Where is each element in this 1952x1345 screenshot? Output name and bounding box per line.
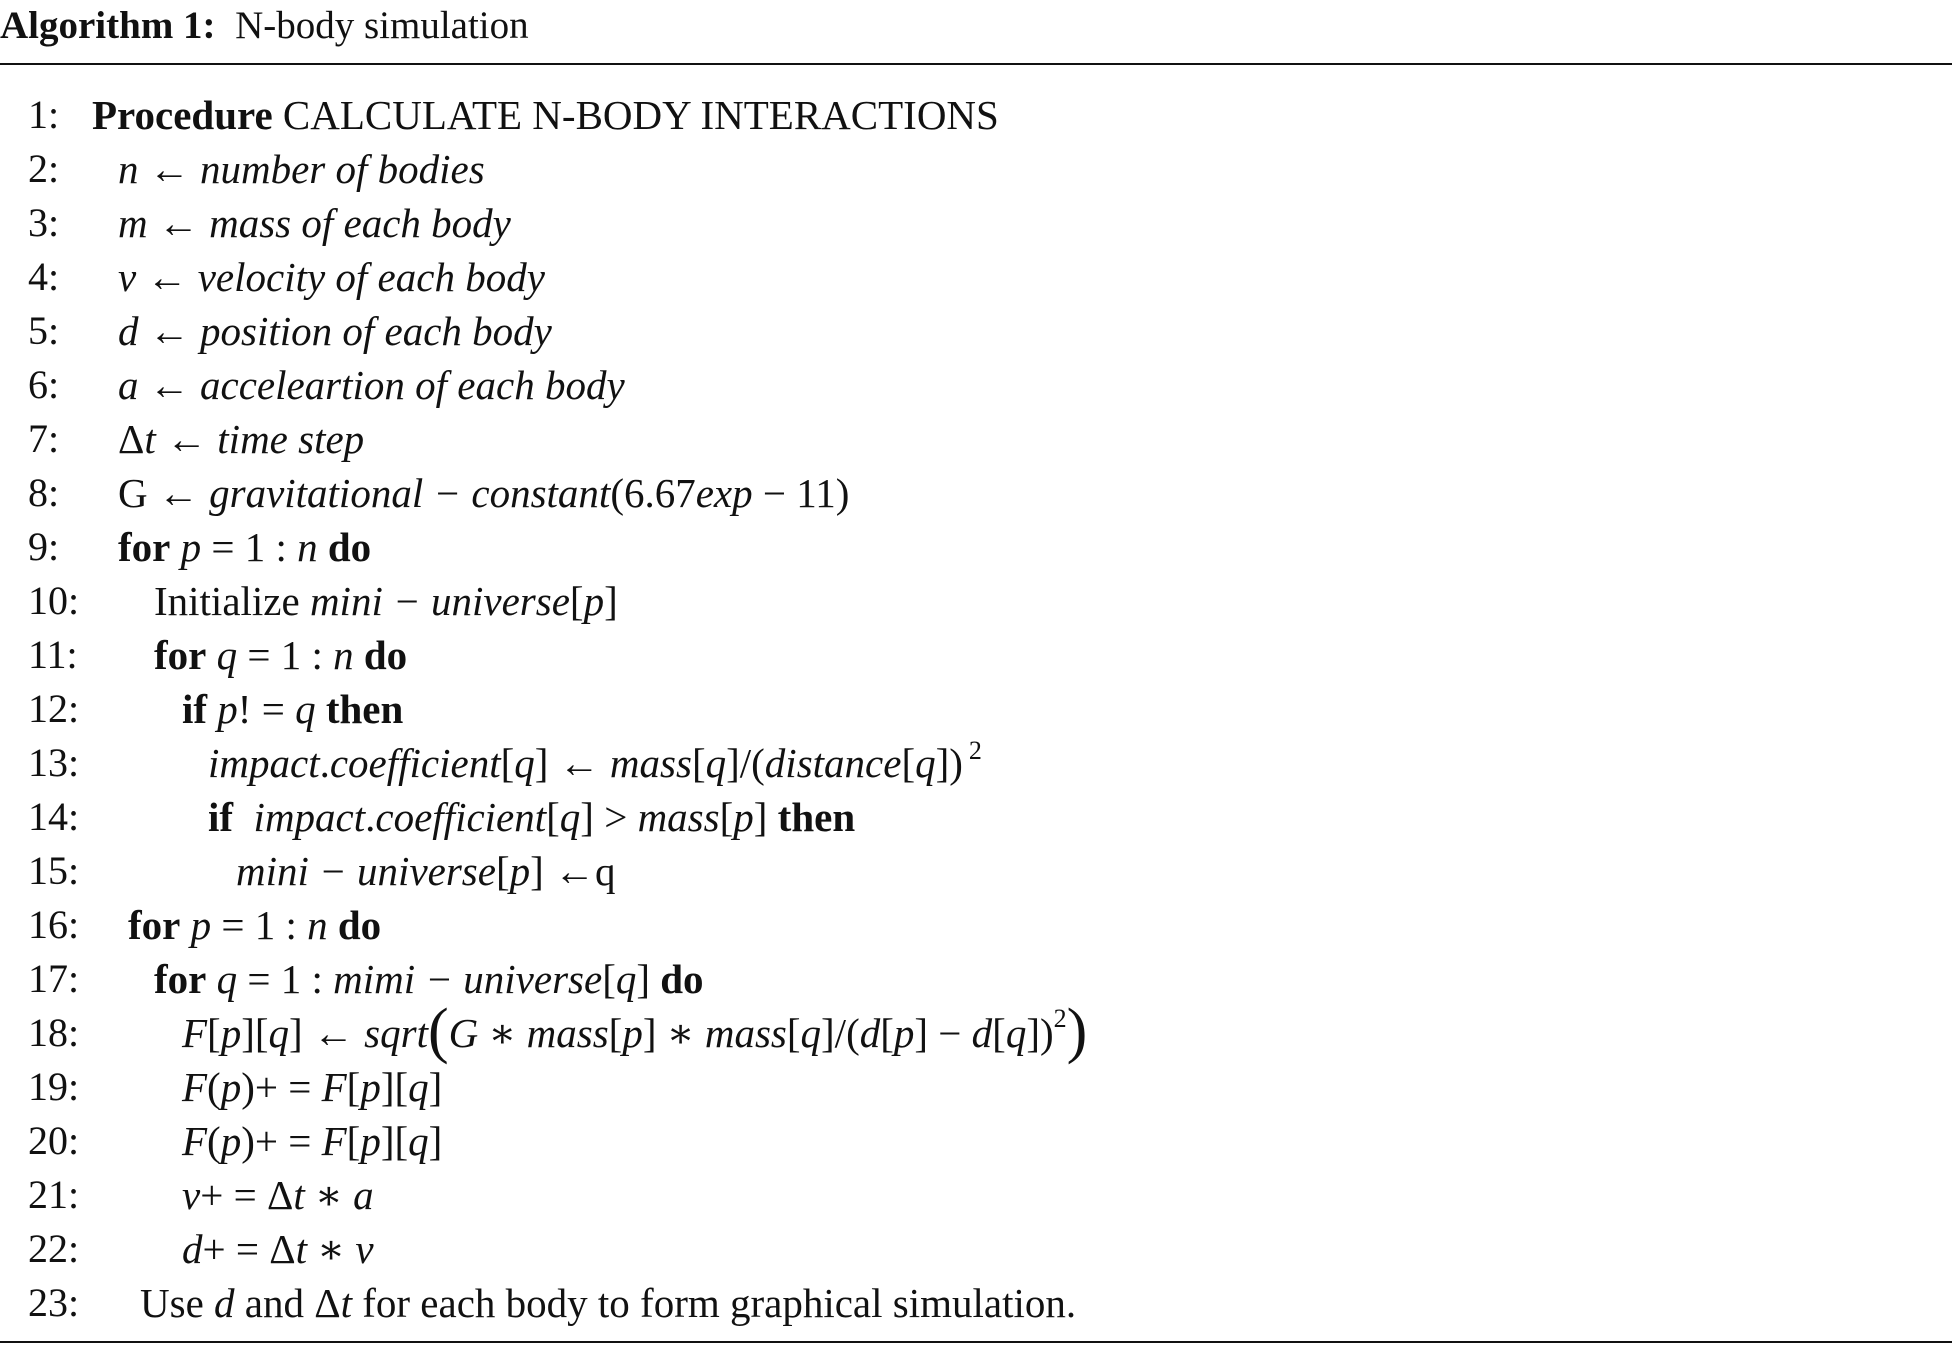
expr: − 11)	[752, 470, 850, 516]
expr: F	[321, 1064, 347, 1110]
expr: ])	[1026, 1010, 1054, 1056]
expr: [	[901, 740, 916, 786]
cond: p	[217, 686, 238, 732]
expr: gravitational − constant	[209, 470, 611, 516]
keyword-if: if	[208, 794, 234, 840]
expr: q	[514, 740, 535, 786]
line-number: 8:	[28, 470, 60, 515]
expr: G	[448, 1010, 479, 1056]
line-number: 19:	[28, 1064, 80, 1109]
expr: ] −	[914, 1010, 972, 1056]
line-14	[208, 794, 855, 840]
expr: q	[800, 1010, 822, 1056]
line-20	[182, 1118, 442, 1164]
cond: ! =	[237, 686, 296, 732]
expr: d	[971, 1010, 993, 1056]
expr: d	[182, 1226, 203, 1272]
cond: [	[602, 956, 616, 1002]
line-7	[118, 416, 364, 462]
keyword-for: for	[154, 632, 207, 678]
line-6	[118, 362, 625, 408]
assign-arrow: ←	[157, 200, 199, 246]
expr: [	[786, 1010, 801, 1056]
expr: [	[346, 1118, 361, 1164]
line-number: 13:	[28, 740, 80, 785]
big-paren-close: )	[1066, 997, 1088, 1065]
expr: p	[893, 1010, 915, 1056]
expr: ] >	[580, 794, 638, 840]
desc: number of bodies	[200, 146, 485, 192]
expr: + = Δ	[200, 1172, 294, 1218]
expr: .	[365, 794, 376, 840]
assign-arrow: ←	[148, 362, 190, 408]
big-paren-open: (	[427, 997, 449, 1065]
line-23	[140, 1280, 1076, 1326]
line-19	[182, 1064, 442, 1110]
keyword-then: then	[325, 686, 404, 732]
cond: p	[190, 902, 212, 948]
expr: coefficient	[375, 794, 547, 840]
assign-arrow: ←	[148, 308, 190, 354]
cond: q	[295, 686, 316, 732]
expr: q	[915, 740, 936, 786]
cond: mimi − universe	[333, 956, 603, 1002]
var-v: v	[118, 254, 137, 300]
expr: p	[360, 1064, 381, 1110]
expr: [	[880, 1010, 894, 1056]
cond: q	[216, 632, 238, 678]
expr: ][	[241, 1010, 269, 1056]
assign-arrow: ←	[148, 146, 190, 192]
expr: p	[220, 1010, 242, 1056]
expr: a	[353, 1172, 374, 1218]
expr: [	[569, 578, 584, 624]
line-number: 6:	[28, 362, 60, 407]
text: for each body to form graphical simulation.	[352, 1280, 1077, 1326]
keyword-procedure: Procedure	[92, 92, 273, 138]
expr: v	[182, 1172, 201, 1218]
line-number: 12:	[28, 686, 80, 731]
line-number: 3:	[28, 200, 60, 245]
expr: mass	[526, 1010, 609, 1056]
cond: ]	[636, 956, 650, 1002]
line-12	[182, 686, 403, 732]
desc: mass of each body	[209, 200, 511, 246]
var-m: m	[118, 200, 148, 246]
expr: q	[559, 794, 581, 840]
expr: F	[182, 1118, 208, 1164]
expr: [	[346, 1064, 361, 1110]
expr: [	[207, 1010, 221, 1056]
expr: [	[495, 848, 510, 894]
expr: F	[182, 1064, 208, 1110]
expr: q	[1005, 1010, 1027, 1056]
text: and Δ	[234, 1280, 341, 1326]
assign-arrow: ←	[166, 416, 208, 462]
expr: q	[408, 1064, 429, 1110]
expr: distance	[764, 740, 902, 786]
expr: mass	[609, 740, 692, 786]
expr: ] ←	[534, 740, 610, 786]
expr: ])	[935, 740, 963, 786]
algorithm-title: N-body simulation	[235, 4, 529, 47]
cond: p	[180, 524, 202, 570]
line-9	[118, 524, 371, 570]
line-2	[118, 146, 485, 192]
line-1	[92, 92, 999, 138]
keyword-for: for	[118, 524, 171, 570]
expr: mass	[637, 794, 720, 840]
line-number: 21:	[28, 1172, 80, 1217]
line-number: 17:	[28, 956, 80, 1001]
line-number: 20:	[28, 1118, 80, 1163]
expr: ]/(	[726, 740, 765, 786]
line-10	[154, 578, 618, 624]
line-11	[154, 632, 407, 678]
expr: q	[408, 1118, 429, 1164]
top-rule	[0, 63, 1952, 65]
desc: acceleartion of each body	[200, 362, 625, 408]
assign-arrow: ←	[157, 470, 199, 516]
expr: F	[182, 1010, 208, 1056]
cond: n	[307, 902, 328, 948]
cond: q	[216, 956, 238, 1002]
cond: n	[297, 524, 318, 570]
delta-symbol: Δ	[118, 416, 145, 462]
superscript: 2	[968, 736, 982, 765]
bottom-rule	[0, 1341, 1952, 1343]
expr: .	[319, 740, 330, 786]
line-number: 15:	[28, 848, 80, 893]
cond: q	[615, 956, 637, 1002]
expr: ] ←	[289, 1010, 365, 1056]
line-number: 18:	[28, 1010, 80, 1055]
expr: [	[608, 1010, 623, 1056]
keyword-do: do	[363, 632, 408, 678]
expr: p	[622, 1010, 643, 1056]
expr: ]	[428, 1118, 443, 1164]
expr: p	[509, 848, 531, 894]
expr: ]	[753, 794, 768, 840]
line-22	[182, 1226, 374, 1272]
line-number: 9:	[28, 524, 60, 569]
keyword-for: for	[154, 956, 207, 1002]
cond: = 1 :	[237, 956, 334, 1002]
cond: = 1 :	[201, 524, 298, 570]
var-a: a	[118, 362, 139, 408]
expr: [	[500, 740, 515, 786]
expr: (	[207, 1064, 221, 1110]
desc: velocity of each body	[197, 254, 545, 300]
function-name: sqrt	[364, 1010, 428, 1056]
expr: mini − universe	[309, 578, 570, 624]
text: t	[340, 1280, 352, 1326]
var-t: t	[144, 416, 156, 462]
expr: ]/(	[821, 1010, 860, 1056]
line-number: 10:	[28, 578, 80, 623]
line-13	[208, 736, 982, 786]
desc: time step	[217, 416, 365, 462]
desc: position of each body	[200, 308, 552, 354]
expr: p	[583, 578, 605, 624]
line-18	[182, 997, 1088, 1065]
line-17	[154, 956, 704, 1002]
expr: F	[321, 1118, 347, 1164]
cond: = 1 :	[211, 902, 308, 948]
cond: n	[333, 632, 354, 678]
line-16	[128, 902, 381, 948]
line-number: 5:	[28, 308, 60, 353]
algorithm-label: Algorithm 1:	[0, 4, 216, 47]
keyword-do: do	[337, 902, 382, 948]
keyword-for: for	[128, 902, 181, 948]
expr: q	[268, 1010, 290, 1056]
expr: )+ =	[241, 1118, 322, 1164]
expr: ]	[604, 578, 618, 624]
var-n: n	[118, 146, 139, 192]
expr: ∗	[307, 1226, 356, 1272]
line-3	[118, 200, 511, 246]
expr: p	[220, 1064, 242, 1110]
line-number: 14:	[28, 794, 80, 839]
line-number: 23:	[28, 1280, 80, 1325]
line-5	[118, 308, 552, 354]
algorithm-header	[0, 6, 529, 46]
expr: q	[705, 740, 727, 786]
expr: )+ =	[241, 1064, 322, 1110]
expr: ][	[380, 1118, 409, 1164]
line-number: 4:	[28, 254, 60, 299]
expr: v	[355, 1226, 374, 1272]
expr: (	[207, 1118, 221, 1164]
keyword-then: then	[777, 794, 856, 840]
line-number: 16:	[28, 902, 80, 947]
line-number: 1:	[28, 92, 60, 137]
cond: = 1 :	[237, 632, 334, 678]
expr: impact	[208, 740, 320, 786]
line-number: 7:	[28, 416, 60, 461]
keyword-do: do	[660, 956, 704, 1002]
verb: Initialize	[154, 578, 300, 624]
expr: ] ∗	[642, 1010, 705, 1056]
expr: mass	[704, 1010, 787, 1056]
line-number: 11:	[28, 632, 78, 677]
expr: [	[719, 794, 734, 840]
expr: d	[859, 1010, 881, 1056]
line-8	[118, 470, 849, 516]
line-21	[182, 1172, 374, 1218]
var-g: G	[118, 470, 148, 516]
line-number: 22:	[28, 1226, 80, 1271]
expr: ∗	[478, 1010, 527, 1056]
expr: p	[360, 1118, 381, 1164]
expr: t	[293, 1172, 305, 1218]
expr: ∗	[304, 1172, 354, 1218]
procedure-name: CALCULATE N-BODY INTERACTIONS	[282, 92, 999, 138]
keyword-if: if	[182, 686, 208, 732]
expr: (6.67	[610, 470, 696, 516]
superscript: 2	[1053, 1004, 1067, 1033]
expr: t	[295, 1226, 308, 1272]
text: d	[214, 1280, 235, 1326]
line-number: 2:	[28, 146, 60, 191]
text: Use	[140, 1280, 215, 1326]
line-4	[118, 254, 545, 300]
expr: mini − universe	[236, 848, 496, 894]
expr: exp	[695, 470, 753, 516]
assign-arrow: ←	[146, 254, 188, 300]
expr: coefficient	[329, 740, 501, 786]
expr: p	[733, 794, 754, 840]
expr: ] ←q	[530, 848, 616, 894]
expr: [	[546, 794, 560, 840]
expr: ]	[428, 1064, 443, 1110]
expr: [	[992, 1010, 1006, 1056]
expr: ][	[380, 1064, 409, 1110]
var-d: d	[118, 308, 139, 354]
line-15	[236, 848, 616, 894]
expr: p	[220, 1118, 242, 1164]
expr: impact	[253, 794, 366, 840]
keyword-do: do	[327, 524, 372, 570]
expr: + = Δ	[202, 1226, 296, 1272]
expr: [	[691, 740, 706, 786]
